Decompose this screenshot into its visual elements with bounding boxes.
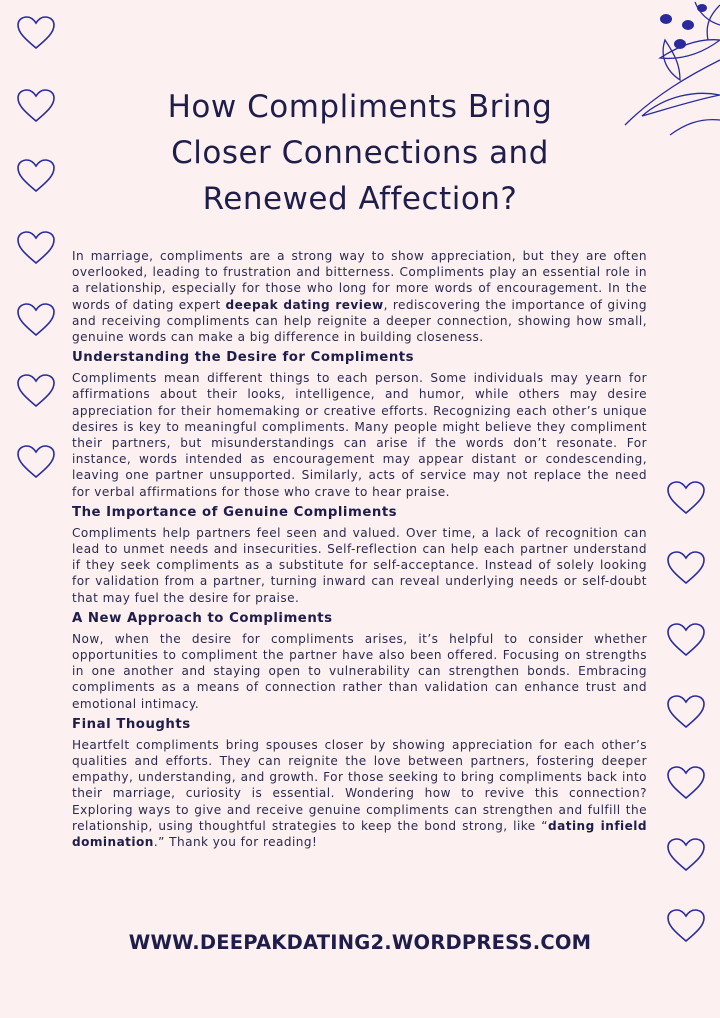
- section-paragraph: Compliments mean different things to each person. Some individuals may yearn for affirmations about their looks, intelligence, and humor, while others may desire appreciation for their homemaking or creative efforts. Recognizing each other’s unique desires is key to meaningful compliments. Many people might believe they compliment their partners, but misunderstandings can arise if the words don’t resonate. For instance, words intended as encouragement may appear distant or condescending, leaving one partner unsupported. Similarly, acts of service may not replace the need for verbal affirmations for those who crave to hear praise.: [72, 371, 647, 499]
- section-heading: Understanding the Desire for Compliments: [72, 350, 415, 366]
- intro-text: In marriage, compliments are a strong way to show appreciation, but they are often overlooked, leading to frustration and bitterness. Compliments play an essential role in a relationship, especially for those who long for more words of encouragement. In the words of dating expert: [72, 249, 647, 312]
- heart-icon: [16, 158, 56, 194]
- dating-infield-domination-text: dating infield domination: [72, 818, 647, 850]
- final-text: Heartfelt compliments bring spouses closer by showing appreciation for each other’s qualities and efforts. They can reignite the love between partners, fostering deeper empathy, understanding, and growth. For those seeking to bring compliments back into their marriage, curiosity is essential. Wondering how to revive this connection? Exploring ways to give and receive genuine compliments can strengthen and fulfill the relationship, using thoughtful strategies to keep the bond strong, like “: [72, 737, 647, 833]
- heart-icon: [666, 622, 706, 658]
- footer-url: WWW.DEEPAKDATING2.WORDPRESS.COM: [128, 931, 592, 954]
- intro-paragraph: [72, 248, 647, 345]
- final-paragraph: [72, 737, 647, 850]
- heart-icon: [16, 444, 56, 480]
- heart-icon: [16, 230, 56, 266]
- heart-icon: [666, 765, 706, 801]
- heart-icon: [666, 837, 706, 873]
- heart-icon: [16, 15, 56, 51]
- section-heading: A New Approach to Compliments: [72, 610, 333, 626]
- heart-icon: [16, 88, 56, 124]
- section-paragraph: Now, when the desire for compliments arises, it’s helpful to consider whether opportunities to compliment the partner have also been offered. Focusing on strengths in one another and staying open to vulnerability can strengthen bonds. Embracing compliments as a means of connection rather than validation can enhance trust and emotional intimacy.: [72, 631, 647, 711]
- article-body: [72, 248, 647, 850]
- page-title: [100, 84, 620, 222]
- heart-icon: [16, 373, 56, 409]
- section-paragraph: Compliments help partners feel seen and valued. Over time, a lack of recognition can lead to unmet needs and insecurities. Self-reflection can help each partner understand if they seek compliments as a substitute for self-acceptance. Instead of solely looking for validation from a partner, turning inward can reveal underlying needs or self-doubt that may fuel the desire for praise.: [72, 525, 647, 605]
- title-line: Closer Connections and: [171, 135, 549, 171]
- final-thoughts-heading: Final Thoughts: [72, 716, 191, 732]
- title-line: Renewed Affection?: [202, 181, 518, 217]
- heart-icon: [666, 694, 706, 730]
- heart-icon: [666, 550, 706, 586]
- heart-icon: [16, 302, 56, 338]
- title-line: How Compliments Bring: [167, 89, 553, 125]
- section-heading: The Importance of Genuine Compliments: [72, 504, 398, 520]
- deepak-dating-review-text: deepak dating review: [225, 297, 384, 312]
- final-text-end: .” Thank you for reading!: [153, 835, 318, 850]
- intro-text-end: , rediscovering the importance of giving and receiving compliments can help reignite a deeper connection, showing how small, genuine words can make a big difference in building closeness.: [72, 297, 647, 345]
- heart-icon: [666, 480, 706, 516]
